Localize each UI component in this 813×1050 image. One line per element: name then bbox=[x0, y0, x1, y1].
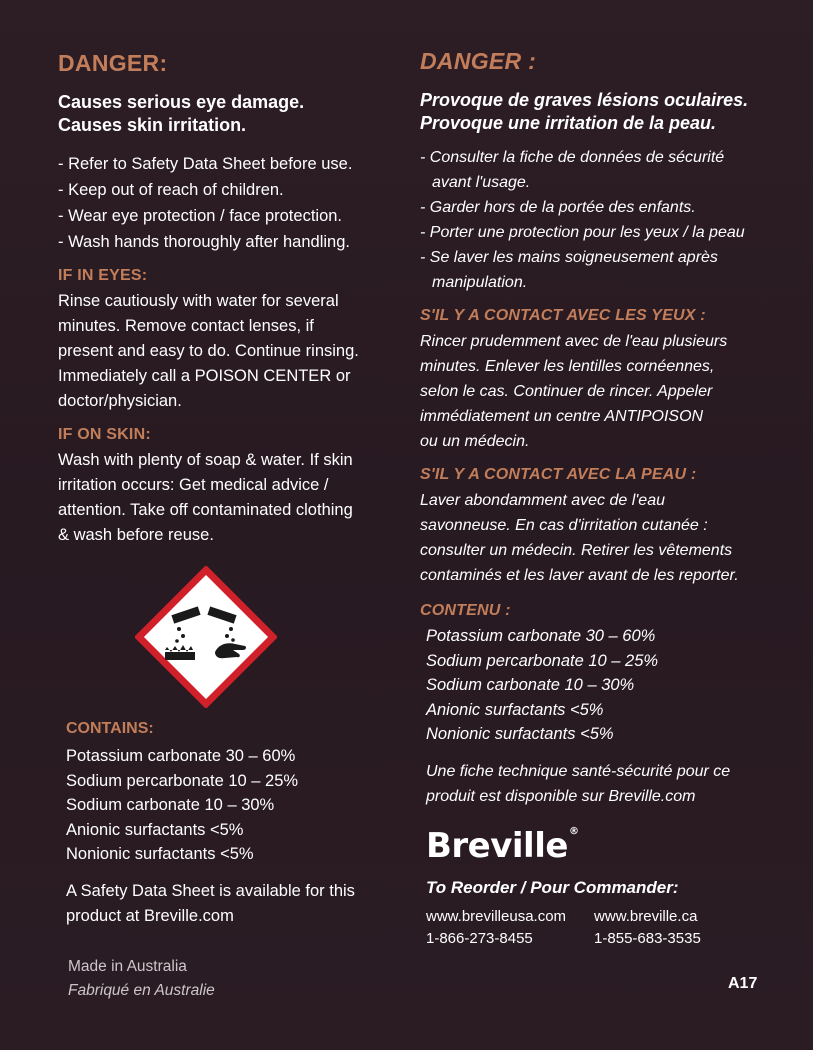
breville-logo bbox=[426, 826, 786, 866]
text-line: contaminés et les laver avant de les reporter. bbox=[420, 567, 739, 584]
ca-website-link[interactable]: www.breville.ca bbox=[594, 908, 698, 925]
ingredient-item: Sodium percarbonate 10 – 25% bbox=[66, 771, 299, 790]
text-line: produit est disponible sur Breville.com bbox=[426, 787, 696, 805]
precaution-list-fr bbox=[420, 145, 790, 295]
hazard-statements bbox=[58, 91, 388, 137]
text-line: minutes. Remove contact lenses, if bbox=[58, 317, 314, 335]
ingredient-item: Potassium carbonate 30 – 60% bbox=[426, 627, 656, 645]
contains-heading: CONTAINS: bbox=[66, 720, 154, 737]
ingredient-item: Potassium carbonate 30 – 60% bbox=[66, 747, 296, 765]
text-line: & wash before reuse. bbox=[58, 526, 214, 544]
precaution-item: - Se laver les mains soigneusement après bbox=[420, 249, 718, 266]
hazard-line: Causes skin irritation. bbox=[58, 115, 247, 135]
text-line: A Safety Data Sheet is available for this bbox=[66, 881, 355, 900]
made-in-text-fr: Fabriqué en Australie bbox=[68, 982, 215, 999]
precaution-item: - Porter une protection pour les yeux / la peau bbox=[420, 224, 745, 241]
us-website-link[interactable]: www.brevilleusa.com bbox=[426, 908, 567, 925]
precaution-item: - Keep out of reach of children. bbox=[58, 181, 284, 199]
danger-heading-fr: DANGER : bbox=[420, 48, 537, 74]
precaution-item: - Garder hors de la portée des enfants. bbox=[420, 199, 696, 216]
text-line: Une fiche technique santé-sécurité pour ce bbox=[426, 762, 731, 780]
registered-mark-icon: ® bbox=[568, 826, 579, 837]
hazard-line: Provoque de graves lésions oculaires. bbox=[420, 90, 749, 110]
english-column bbox=[58, 50, 388, 548]
skin-text-fr bbox=[420, 488, 790, 588]
text-line: present and easy to do. Continue rinsing. bbox=[58, 342, 359, 360]
text-line: irritation occurs: Get medical advice / bbox=[58, 476, 329, 494]
ingredient-item: Sodium percarbonate 10 – 25% bbox=[426, 651, 659, 670]
reorder-block bbox=[426, 826, 786, 950]
if-in-eyes-heading: IF IN EYES: bbox=[58, 267, 148, 284]
eyes-heading-fr: S'IL Y A CONTACT AVEC LES YEUX : bbox=[420, 307, 706, 324]
precaution-item-cont: manipulation. bbox=[432, 274, 528, 291]
precaution-item: - Consulter la fiche de données de sécurité bbox=[420, 149, 725, 166]
contact-grid bbox=[426, 906, 786, 950]
ingredient-item: Nonionic surfactants <5% bbox=[66, 845, 254, 863]
corrosion-pictogram-icon bbox=[135, 566, 277, 708]
text-line: savonneuse. En cas d'irritation cutanée : bbox=[420, 517, 708, 534]
sds-note bbox=[66, 879, 386, 929]
reorder-heading: To Reorder / Pour Commander: bbox=[426, 878, 679, 897]
text-line: Wash with plenty of soap & water. If skin bbox=[58, 451, 353, 469]
french-column bbox=[420, 48, 790, 809]
eyes-text-fr bbox=[420, 329, 790, 454]
text-line: immédiatement un centre ANTIPOISON bbox=[420, 408, 704, 425]
ca-phone: 1-855-683-3535 bbox=[594, 930, 701, 947]
text-line: Rincer prudemment avec de l'eau plusieurs bbox=[420, 333, 728, 350]
precaution-item: - Refer to Safety Data Sheet before use. bbox=[58, 155, 353, 173]
text-line: product at Breville.com bbox=[66, 906, 234, 925]
ingredient-item: Sodium carbonate 10 – 30% bbox=[66, 796, 275, 814]
ingredient-item: Anionic surfactants <5% bbox=[426, 700, 604, 719]
text-line: minutes. Enlever les lentilles cornéennes, bbox=[420, 358, 715, 375]
product-code: A17 bbox=[728, 975, 758, 992]
text-line: selon le cas. Continuer de rincer. Appeler bbox=[420, 383, 713, 400]
precaution-list bbox=[58, 151, 388, 255]
ingredient-item: Sodium carbonate 10 – 30% bbox=[426, 676, 635, 694]
text-line: consulter un médecin. Retirer les vêtements bbox=[420, 542, 733, 559]
text-line: Laver abondamment avec de l'eau bbox=[420, 492, 665, 509]
ingredient-item: Nonionic surfactants <5% bbox=[426, 725, 614, 743]
text-line: attention. Take off contaminated clothing bbox=[58, 501, 353, 519]
text-line: doctor/physician. bbox=[58, 392, 182, 410]
us-phone: 1-866-273-8455 bbox=[426, 930, 533, 947]
hazard-line: Causes serious eye damage. bbox=[58, 92, 305, 112]
if-in-eyes-text bbox=[58, 289, 388, 414]
danger-heading: DANGER: bbox=[58, 50, 168, 76]
sds-note-fr bbox=[426, 759, 790, 809]
brand-name: Breville bbox=[426, 826, 568, 866]
hazard-line: Provoque une irritation de la peau. bbox=[420, 113, 717, 133]
ingredient-list bbox=[66, 744, 386, 867]
us-contact bbox=[426, 906, 566, 950]
precaution-item: - Wear eye protection / face protection. bbox=[58, 207, 343, 225]
contenu-heading: CONTENU : bbox=[420, 602, 511, 619]
ca-contact bbox=[594, 906, 701, 950]
if-on-skin-heading: IF ON SKIN: bbox=[58, 426, 151, 443]
origin-note bbox=[68, 955, 215, 1003]
text-line: ou un médecin. bbox=[420, 433, 530, 450]
skin-heading-fr: S'IL Y A CONTACT AVEC LA PEAU : bbox=[420, 466, 697, 483]
if-on-skin-text bbox=[58, 448, 388, 548]
precaution-item-cont: avant l'usage. bbox=[432, 174, 531, 191]
text-line: Immediately call a POISON CENTER or bbox=[58, 367, 351, 385]
made-in-text: Made in Australia bbox=[68, 958, 187, 975]
text-line: Rinse cautiously with water for several bbox=[58, 292, 339, 310]
hazard-statements-fr bbox=[420, 89, 790, 135]
ingredient-list-fr bbox=[426, 624, 790, 747]
ingredient-item: Anionic surfactants <5% bbox=[66, 820, 244, 839]
precaution-item: - Wash hands thoroughly after handling. bbox=[58, 233, 350, 251]
contains-block bbox=[66, 720, 386, 929]
